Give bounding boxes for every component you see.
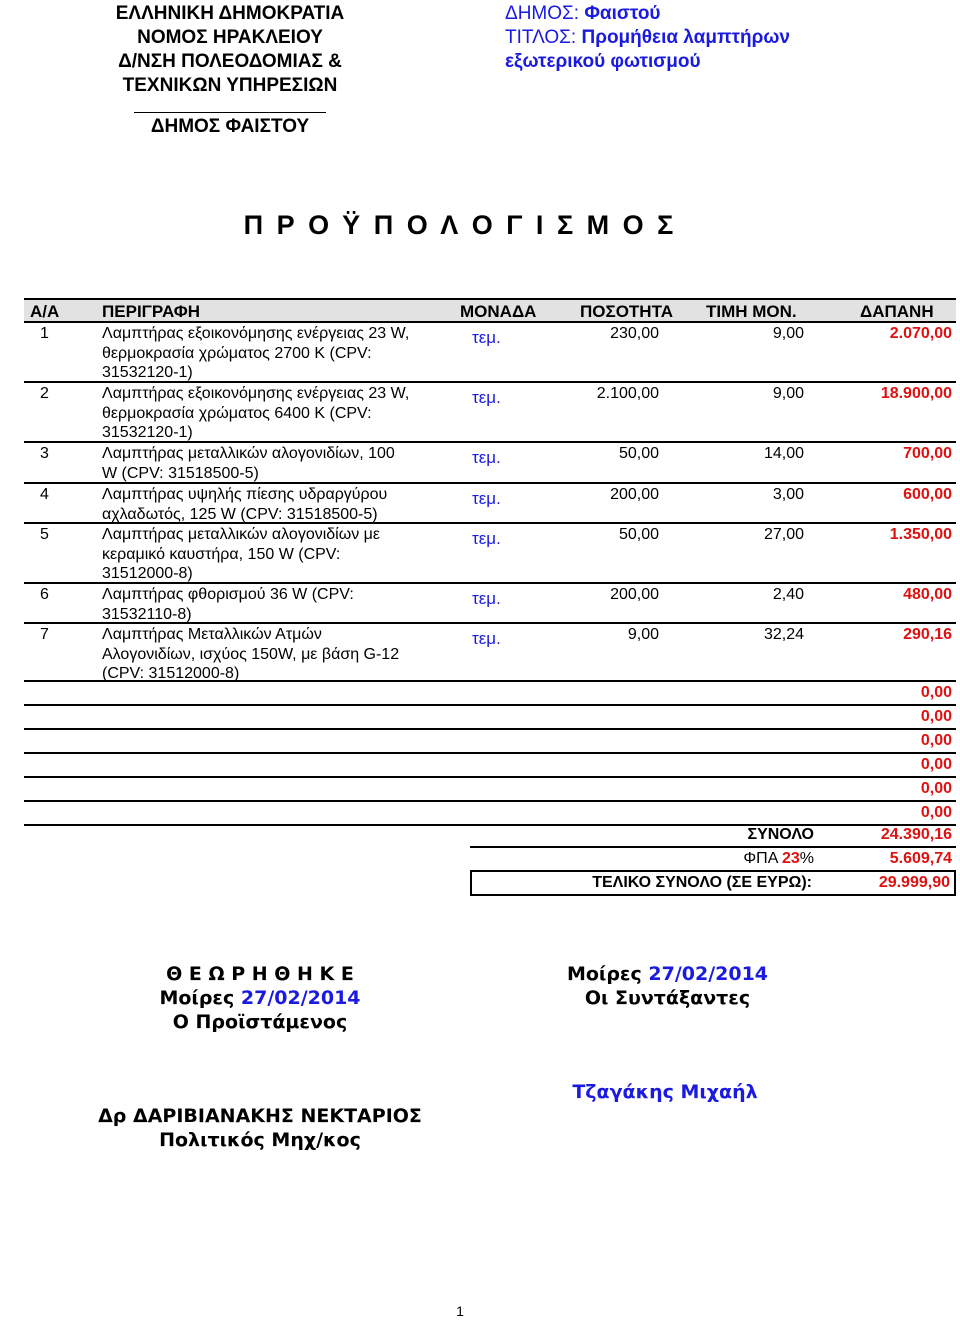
titlos-label: ΤΙΤΛΟΣ: <box>505 27 577 48</box>
row-description: Λαμπτήρας μεταλλικών αλογονιδίων με κεραμικό καυστήρα, 150 W (CPV: 31512000-8) <box>102 526 381 582</box>
table-row <box>24 383 956 443</box>
row-unit-price: 3,00 <box>772 486 804 503</box>
compilers-block <box>535 962 800 1010</box>
row-quantity: 200,00 <box>610 486 659 503</box>
approved-place: Μοίρες <box>159 987 235 1009</box>
row-description: Λαμπτήρας μεταλλικών αλογονιδίων, 100 W (CPV: 31518500-5) <box>102 445 395 482</box>
issuer-block <box>0 2 460 139</box>
table-row <box>24 323 956 383</box>
empty-row-total: 0,00 <box>920 780 952 797</box>
empty-row <box>24 706 956 730</box>
row-number: 6 <box>40 586 49 603</box>
col-price: ΤΙΜΗ ΜΟΝ. <box>706 302 797 321</box>
row-total: 480,00 <box>903 586 952 603</box>
compiler-name: Τζαγάκης Μιχαήλ <box>572 1081 758 1103</box>
row-unit: τεμ. <box>472 388 501 407</box>
row-description: Λαμπτήρας Μεταλλικών Ατμών Αλογονιδίων, ισχύος 150W, με βάση G-12 (CPV: 31512000-8) <box>102 626 400 682</box>
titlos-value-2: εξωτερικού φωτισμού <box>505 51 701 72</box>
approved-role: Ο Προϊστάμενος <box>172 1011 348 1033</box>
vat-percent-sign: % <box>799 850 814 867</box>
signature-rule <box>134 112 326 113</box>
col-unit: ΜΟΝΑΔΑ <box>460 302 537 321</box>
table-row <box>24 624 956 682</box>
empty-row <box>24 754 956 778</box>
table-header <box>24 298 956 323</box>
issuer-line: Δ/ΝΣΗ ΠΟΛΕΟΔΟΜΙΑΣ & <box>118 51 342 72</box>
grand-total-label: ΤΕΛΙΚΟ ΣΥΝΟΛΟ (ΣΕ ΕΥΡΩ): <box>592 874 812 891</box>
row-unit: τεμ. <box>472 328 501 347</box>
row-description: Λαμπτήρας εξοικονόμησης ενέργειας 23 W, θερμοκρασία χρώματος 2700 K (CPV: 31532120-1) <box>102 325 410 381</box>
subtotal-value: 24.390,16 <box>880 826 952 843</box>
col-desc: ΠΕΡΙΓΡΑΦΗ <box>102 302 201 321</box>
approved-place-date <box>110 986 410 1010</box>
row-number: 7 <box>40 626 49 643</box>
row-quantity: 200,00 <box>610 586 659 603</box>
empty-row <box>24 730 956 754</box>
table-row <box>24 484 956 524</box>
row-unit-price: 9,00 <box>772 385 804 402</box>
row-total: 700,00 <box>903 445 952 462</box>
supervisor-signature <box>90 1104 430 1152</box>
row-description: Λαμπτήρας υψηλής πίεσης υδραργύρου αχλαδωτός, 125 W (CPV: 31518500-5) <box>102 486 388 523</box>
municipality-name: ΔΗΜΟΣ ΦΑΙΣΤΟΥ <box>150 116 310 137</box>
table-row <box>24 524 956 584</box>
compiled-place: Μοίρες <box>566 963 642 985</box>
row-number: 1 <box>40 325 49 342</box>
grand-total-value: 29.999,90 <box>878 874 950 891</box>
grand-total-row <box>470 870 956 896</box>
approved-label: Θ Ε Ω Ρ Η Θ Η Κ Ε <box>166 963 354 985</box>
titlos-line <box>505 26 945 50</box>
row-number: 3 <box>40 445 49 462</box>
row-unit: τεμ. <box>472 589 501 608</box>
row-number: 4 <box>40 486 49 503</box>
approval-block <box>110 962 410 1034</box>
vat-rate: 23 <box>781 850 800 867</box>
titlos-value-1: Προμήθεια λαμπτήρων <box>581 27 790 48</box>
dimos-value: Φαιστού <box>584 3 661 24</box>
table-row <box>24 584 956 624</box>
issuer-line: ΝΟΜΟΣ ΗΡΑΚΛΕΙΟΥ <box>137 27 323 48</box>
empty-row-total: 0,00 <box>920 708 952 725</box>
col-qty: ΠΟΣΟΤΗΤΑ <box>580 302 673 321</box>
col-aa: Α/Α <box>30 302 60 321</box>
col-total: ΔΑΠΑΝΗ <box>860 302 934 321</box>
row-unit-price: 32,24 <box>763 626 804 643</box>
vat-row <box>470 848 956 872</box>
compiled-place-date <box>535 962 800 986</box>
row-total: 1.350,00 <box>889 526 952 543</box>
subtotal-label: ΣΥΝΟΛΟ <box>747 826 814 843</box>
empty-row-total: 0,00 <box>920 804 952 821</box>
row-quantity: 50,00 <box>618 526 659 543</box>
empty-row-total: 0,00 <box>920 684 952 701</box>
empty-row-total: 0,00 <box>920 732 952 749</box>
empty-row <box>24 802 956 826</box>
dimos-label: ΔΗΜΟΣ: <box>505 3 580 24</box>
row-total: 600,00 <box>903 486 952 503</box>
row-quantity: 2.100,00 <box>596 385 659 402</box>
vat-value: 5.609,74 <box>889 850 952 867</box>
row-unit-price: 2,40 <box>772 586 804 603</box>
row-unit-price: 9,00 <box>772 325 804 342</box>
compiled-date: 27/02/2014 <box>648 963 769 985</box>
table-row <box>24 443 956 484</box>
empty-row-total: 0,00 <box>920 756 952 773</box>
row-quantity: 50,00 <box>618 445 659 462</box>
row-unit: τεμ. <box>472 529 501 548</box>
row-unit: τεμ. <box>472 489 501 508</box>
row-unit: τεμ. <box>472 448 501 467</box>
row-quantity: 230,00 <box>610 325 659 342</box>
row-unit: τεμ. <box>472 629 501 648</box>
supervisor-title: Πολιτικός Μηχ/κος <box>159 1129 361 1151</box>
document-title: Π Ρ Ο Ϋ Π Ο Λ Ο Γ Ι Σ Μ Ο Σ <box>243 210 677 240</box>
row-quantity: 9,00 <box>627 626 659 643</box>
supervisor-name: Δρ ΔΑΡΙΒΙΑΝΑΚΗΣ ΝΕΚΤΑΡΙΟΣ <box>98 1105 422 1127</box>
row-total: 290,16 <box>903 626 952 643</box>
table-body <box>24 323 956 826</box>
empty-row <box>24 778 956 802</box>
vat-label-group <box>743 850 814 868</box>
issuer-line: ΤΕΧΝΙΚΩΝ ΥΠΗΡΕΣΙΩΝ <box>122 75 338 96</box>
vat-label: ΦΠΑ <box>743 850 778 867</box>
approved-date: 27/02/2014 <box>240 987 361 1009</box>
empty-row <box>24 682 956 706</box>
row-description: Λαμπτήρας φθορισμού 36 W (CPV: 31532110-8) <box>102 586 354 623</box>
row-unit-price: 14,00 <box>763 445 804 462</box>
dimos-line <box>505 2 945 26</box>
row-number: 2 <box>40 385 49 402</box>
compiled-role: Οι Συντάξαντες <box>584 987 751 1009</box>
row-number: 5 <box>40 526 49 543</box>
subtotal-row <box>470 824 956 848</box>
issuer-line: ΕΛΛΗΝΙΚΗ ΔΗΜΟΚΡΑΤΙΑ <box>115 3 345 24</box>
project-block <box>505 2 945 74</box>
row-unit-price: 27,00 <box>763 526 804 543</box>
row-description: Λαμπτήρας εξοικονόμησης ενέργειας 23 W, θερμοκρασία χρώματος 6400 K (CPV: 31532120-1) <box>102 385 410 441</box>
row-total: 18.900,00 <box>880 385 952 402</box>
row-total: 2.070,00 <box>889 325 952 342</box>
page-number: 1 <box>456 1303 464 1319</box>
